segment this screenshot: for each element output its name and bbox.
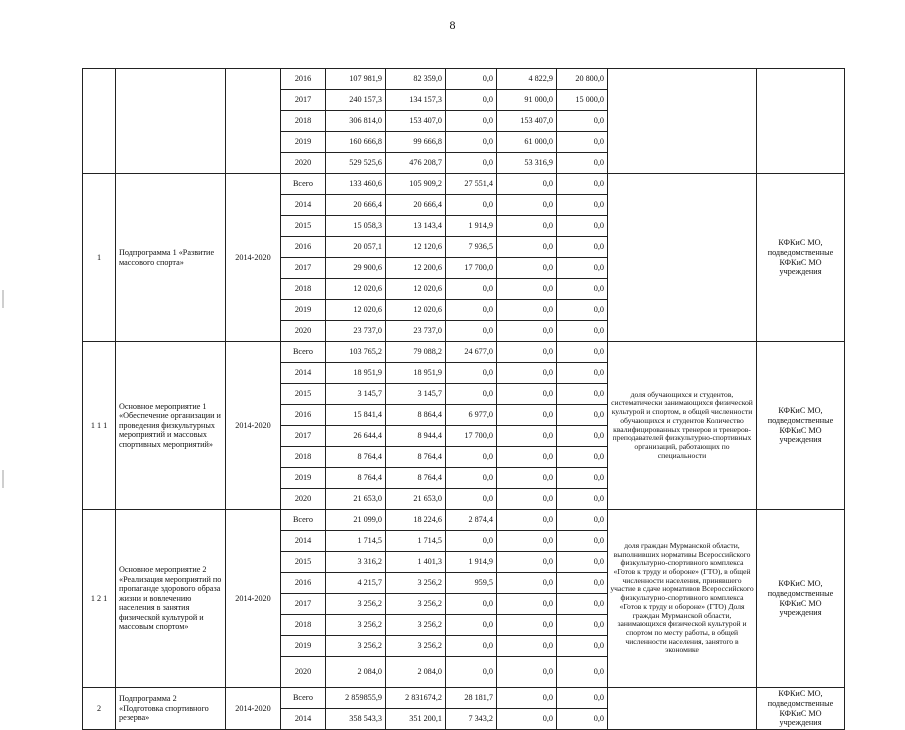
value-cell: 0,0 xyxy=(497,688,557,709)
year-cell: 2014 xyxy=(281,363,326,384)
value-cell: 476 208,7 xyxy=(386,153,446,174)
value-cell: 0,0 xyxy=(446,111,497,132)
value-cell: 0,0 xyxy=(557,615,608,636)
value-cell: 4 822,9 xyxy=(497,69,557,90)
name-cell xyxy=(116,69,226,174)
year-cell: 2020 xyxy=(281,657,326,688)
value-cell: 3 256,2 xyxy=(326,636,386,657)
value-cell: 1 401,3 xyxy=(386,552,446,573)
value-cell: 160 666,8 xyxy=(326,132,386,153)
indicator-cell xyxy=(608,174,757,342)
value-cell: 23 737,0 xyxy=(326,321,386,342)
value-cell: 2 874,4 xyxy=(446,510,497,531)
value-cell: 0,0 xyxy=(446,468,497,489)
period-cell xyxy=(226,69,281,174)
scan-artifact-mark xyxy=(2,470,4,488)
value-cell: 0,0 xyxy=(557,258,608,279)
value-cell: 0,0 xyxy=(497,342,557,363)
page-number: 8 xyxy=(449,18,456,32)
value-cell: 53 316,9 xyxy=(497,153,557,174)
value-cell: 0,0 xyxy=(497,321,557,342)
value-cell: 13 143,4 xyxy=(386,216,446,237)
period-cell: 2014-2020 xyxy=(226,510,281,688)
value-cell: 7 343,2 xyxy=(446,709,497,730)
code-cell: 1 1 1 xyxy=(83,342,116,510)
value-cell: 28 181,7 xyxy=(446,688,497,709)
value-cell: 0,0 xyxy=(557,573,608,594)
value-cell: 0,0 xyxy=(557,279,608,300)
year-cell: 2017 xyxy=(281,90,326,111)
value-cell: 21 099,0 xyxy=(326,510,386,531)
value-cell: 0,0 xyxy=(497,300,557,321)
value-cell: 959,5 xyxy=(446,573,497,594)
value-cell: 0,0 xyxy=(446,531,497,552)
indicator-cell xyxy=(608,688,757,730)
value-cell: 20 800,0 xyxy=(557,69,608,90)
value-cell: 0,0 xyxy=(446,195,497,216)
value-cell: 0,0 xyxy=(557,237,608,258)
name-cell: Подпрограмма 1 «Развитие массового спорта» xyxy=(116,174,226,342)
year-cell: 2015 xyxy=(281,552,326,573)
value-cell: 0,0 xyxy=(557,531,608,552)
value-cell: 0,0 xyxy=(557,594,608,615)
value-cell: 15 058,3 xyxy=(326,216,386,237)
value-cell: 20 666,4 xyxy=(386,195,446,216)
value-cell: 0,0 xyxy=(557,111,608,132)
table-row xyxy=(83,69,845,90)
executor-cell: КФКиС МО, подведомственные КФКиС МО учреждения xyxy=(757,174,845,342)
value-cell: 4 215,7 xyxy=(326,573,386,594)
year-cell: 2014 xyxy=(281,709,326,730)
value-cell: 0,0 xyxy=(557,342,608,363)
executor-cell: КФКиС МО, подведомственные КФКиС МО учреждения xyxy=(757,342,845,510)
value-cell: 358 543,3 xyxy=(326,709,386,730)
value-cell: 8 764,4 xyxy=(386,447,446,468)
program-funding-table xyxy=(82,68,845,730)
table-row xyxy=(83,342,845,363)
value-cell: 0,0 xyxy=(497,552,557,573)
value-cell: 2 831674,2 xyxy=(386,688,446,709)
value-cell: 0,0 xyxy=(557,636,608,657)
year-cell: 2018 xyxy=(281,447,326,468)
value-cell: 0,0 xyxy=(497,657,557,688)
value-cell: 12 200,6 xyxy=(386,258,446,279)
year-cell: 2020 xyxy=(281,321,326,342)
year-cell: 2016 xyxy=(281,573,326,594)
value-cell: 0,0 xyxy=(497,279,557,300)
value-cell: 3 256,2 xyxy=(386,636,446,657)
value-cell: 27 551,4 xyxy=(446,174,497,195)
value-cell: 18 951,9 xyxy=(386,363,446,384)
value-cell: 134 157,3 xyxy=(386,90,446,111)
value-cell: 2 859855,9 xyxy=(326,688,386,709)
value-cell: 3 256,2 xyxy=(386,594,446,615)
table-row xyxy=(83,510,845,531)
value-cell: 0,0 xyxy=(497,258,557,279)
value-cell: 0,0 xyxy=(446,636,497,657)
value-cell: 3 256,2 xyxy=(326,594,386,615)
value-cell: 0,0 xyxy=(446,447,497,468)
value-cell: 2 084,0 xyxy=(326,657,386,688)
value-cell: 17 700,0 xyxy=(446,426,497,447)
year-cell: 2017 xyxy=(281,594,326,615)
code-cell: 1 2 1 xyxy=(83,510,116,688)
value-cell: 0,0 xyxy=(446,300,497,321)
value-cell: 153 407,0 xyxy=(386,111,446,132)
value-cell: 0,0 xyxy=(497,615,557,636)
value-cell: 61 000,0 xyxy=(497,132,557,153)
value-cell: 0,0 xyxy=(446,594,497,615)
value-cell: 0,0 xyxy=(557,174,608,195)
value-cell: 99 666,8 xyxy=(386,132,446,153)
value-cell: 0,0 xyxy=(557,132,608,153)
value-cell: 0,0 xyxy=(557,552,608,573)
value-cell: 0,0 xyxy=(446,279,497,300)
value-cell: 0,0 xyxy=(446,384,497,405)
value-cell: 0,0 xyxy=(446,489,497,510)
value-cell: 3 145,7 xyxy=(326,384,386,405)
value-cell: 23 737,0 xyxy=(386,321,446,342)
year-cell: Всего xyxy=(281,174,326,195)
value-cell: 240 157,3 xyxy=(326,90,386,111)
value-cell: 0,0 xyxy=(557,447,608,468)
value-cell: 0,0 xyxy=(497,216,557,237)
value-cell: 79 088,2 xyxy=(386,342,446,363)
year-cell: 2019 xyxy=(281,132,326,153)
value-cell: 0,0 xyxy=(497,573,557,594)
year-cell: Всего xyxy=(281,688,326,709)
value-cell: 12 120,6 xyxy=(386,237,446,258)
value-cell: 0,0 xyxy=(557,688,608,709)
value-cell: 8 764,4 xyxy=(326,468,386,489)
value-cell: 0,0 xyxy=(557,709,608,730)
value-cell: 15 841,4 xyxy=(326,405,386,426)
value-cell: 351 200,1 xyxy=(386,709,446,730)
value-cell: 0,0 xyxy=(557,300,608,321)
value-cell: 6 977,0 xyxy=(446,405,497,426)
value-cell: 0,0 xyxy=(557,489,608,510)
year-cell: 2018 xyxy=(281,615,326,636)
value-cell: 18 951,9 xyxy=(326,363,386,384)
scan-artifact-mark xyxy=(2,290,4,308)
value-cell: 0,0 xyxy=(557,510,608,531)
indicator-cell xyxy=(608,69,757,174)
value-cell: 3 256,2 xyxy=(386,573,446,594)
value-cell: 0,0 xyxy=(497,468,557,489)
value-cell: 0,0 xyxy=(557,216,608,237)
executor-cell: КФКиС МО, подведомственные КФКиС МО учреждения xyxy=(757,688,845,730)
executor-cell xyxy=(757,69,845,174)
value-cell: 0,0 xyxy=(497,363,557,384)
value-cell: 0,0 xyxy=(497,174,557,195)
table-row xyxy=(83,688,845,709)
value-cell: 0,0 xyxy=(557,153,608,174)
value-cell: 0,0 xyxy=(446,657,497,688)
executor-cell: КФКиС МО, подведомственные КФКиС МО учреждения xyxy=(757,510,845,688)
value-cell: 0,0 xyxy=(446,615,497,636)
code-cell: 1 xyxy=(83,174,116,342)
value-cell: 0,0 xyxy=(557,363,608,384)
year-cell: 2014 xyxy=(281,195,326,216)
period-cell: 2014-2020 xyxy=(226,688,281,730)
value-cell: 0,0 xyxy=(497,510,557,531)
name-cell: Подпрограмма 2 «Подготовка спортивного резерва» xyxy=(116,688,226,730)
indicator-cell: доля обучающихся и студентов, систематически занимающихся физической культурой и спортом, в общей численности обучающихся и студентов Количество квалифицированных тренеров и тренеров-преподавателей физкультурно-спортивных организаций, работающих по специальности xyxy=(608,342,757,510)
value-cell: 0,0 xyxy=(497,709,557,730)
value-cell: 0,0 xyxy=(557,426,608,447)
indicator-cell: доля граждан Мурманской области, выполнивших нормативы Всероссийского физкультурно-спортивного комплекса «Готов к труду и обороне» (ГТО), в общей численности населения, принявшего участие в сдаче нормативов Всероссийского физкультурно-спортивного комплекса «Готов к труду и обороне» (ГТО) Доля граждан Мурманской области, занимающихся физической культурой и спортом по месту работы, в общей численности населения, занятого в экономике xyxy=(608,510,757,688)
value-cell: 0,0 xyxy=(497,636,557,657)
value-cell: 0,0 xyxy=(497,195,557,216)
value-cell: 8 944,4 xyxy=(386,426,446,447)
table-body xyxy=(83,69,845,730)
year-cell: 2019 xyxy=(281,636,326,657)
value-cell: 0,0 xyxy=(446,69,497,90)
value-cell: 3 316,2 xyxy=(326,552,386,573)
value-cell: 0,0 xyxy=(557,195,608,216)
value-cell: 0,0 xyxy=(497,531,557,552)
value-cell: 0,0 xyxy=(497,447,557,468)
value-cell: 12 020,6 xyxy=(386,279,446,300)
value-cell: 18 224,6 xyxy=(386,510,446,531)
year-cell: 2016 xyxy=(281,405,326,426)
value-cell: 12 020,6 xyxy=(326,300,386,321)
value-cell: 82 359,0 xyxy=(386,69,446,90)
value-cell: 8 764,4 xyxy=(386,468,446,489)
value-cell: 0,0 xyxy=(446,90,497,111)
year-cell: 2018 xyxy=(281,279,326,300)
value-cell: 8 764,4 xyxy=(326,447,386,468)
value-cell: 1 714,5 xyxy=(326,531,386,552)
value-cell: 2 084,0 xyxy=(386,657,446,688)
value-cell: 107 981,9 xyxy=(326,69,386,90)
year-cell: 2016 xyxy=(281,69,326,90)
value-cell: 17 700,0 xyxy=(446,258,497,279)
value-cell: 0,0 xyxy=(497,594,557,615)
value-cell: 24 677,0 xyxy=(446,342,497,363)
year-cell: 2020 xyxy=(281,153,326,174)
year-cell: 2020 xyxy=(281,489,326,510)
value-cell: 153 407,0 xyxy=(497,111,557,132)
value-cell: 0,0 xyxy=(446,363,497,384)
value-cell: 0,0 xyxy=(557,321,608,342)
value-cell: 3 256,2 xyxy=(326,615,386,636)
code-cell: 2 xyxy=(83,688,116,730)
name-cell: Основное мероприятие 2 «Реализация мероприятий по пропаганде здорового образа жизни и вовлечению населения в занятия физической культурой и массовым спортом» xyxy=(116,510,226,688)
value-cell: 0,0 xyxy=(557,405,608,426)
value-cell: 0,0 xyxy=(446,153,497,174)
value-cell: 12 020,6 xyxy=(326,279,386,300)
value-cell: 3 256,2 xyxy=(386,615,446,636)
value-cell: 20 666,4 xyxy=(326,195,386,216)
value-cell: 0,0 xyxy=(497,489,557,510)
year-cell: 2019 xyxy=(281,300,326,321)
value-cell: 15 000,0 xyxy=(557,90,608,111)
value-cell: 0,0 xyxy=(557,657,608,688)
year-cell: Всего xyxy=(281,342,326,363)
value-cell: 0,0 xyxy=(446,132,497,153)
value-cell: 26 644,4 xyxy=(326,426,386,447)
value-cell: 529 525,6 xyxy=(326,153,386,174)
code-cell xyxy=(83,69,116,174)
value-cell: 0,0 xyxy=(497,384,557,405)
year-cell: 2019 xyxy=(281,468,326,489)
year-cell: 2016 xyxy=(281,237,326,258)
value-cell: 91 000,0 xyxy=(497,90,557,111)
table-row xyxy=(83,174,845,195)
value-cell: 21 653,0 xyxy=(326,489,386,510)
value-cell: 29 900,6 xyxy=(326,258,386,279)
value-cell: 306 814,0 xyxy=(326,111,386,132)
value-cell: 21 653,0 xyxy=(386,489,446,510)
value-cell: 0,0 xyxy=(497,237,557,258)
value-cell: 103 765,2 xyxy=(326,342,386,363)
year-cell: 2017 xyxy=(281,426,326,447)
value-cell: 105 909,2 xyxy=(386,174,446,195)
year-cell: Всего xyxy=(281,510,326,531)
year-cell: 2015 xyxy=(281,216,326,237)
value-cell: 0,0 xyxy=(557,384,608,405)
value-cell: 1 914,9 xyxy=(446,216,497,237)
year-cell: 2017 xyxy=(281,258,326,279)
value-cell: 7 936,5 xyxy=(446,237,497,258)
value-cell: 0,0 xyxy=(446,321,497,342)
value-cell: 12 020,6 xyxy=(386,300,446,321)
value-cell: 3 145,7 xyxy=(386,384,446,405)
value-cell: 1 714,5 xyxy=(386,531,446,552)
value-cell: 133 460,6 xyxy=(326,174,386,195)
value-cell: 0,0 xyxy=(497,426,557,447)
value-cell: 20 057,1 xyxy=(326,237,386,258)
name-cell: Основное мероприятие 1 «Обеспечение организации и проведения физкультурных мероприятий и массовых спортивных мероприятий» xyxy=(116,342,226,510)
year-cell: 2014 xyxy=(281,531,326,552)
value-cell: 0,0 xyxy=(557,468,608,489)
value-cell: 0,0 xyxy=(497,405,557,426)
period-cell: 2014-2020 xyxy=(226,174,281,342)
value-cell: 1 914,9 xyxy=(446,552,497,573)
period-cell: 2014-2020 xyxy=(226,342,281,510)
value-cell: 8 864,4 xyxy=(386,405,446,426)
year-cell: 2015 xyxy=(281,384,326,405)
year-cell: 2018 xyxy=(281,111,326,132)
